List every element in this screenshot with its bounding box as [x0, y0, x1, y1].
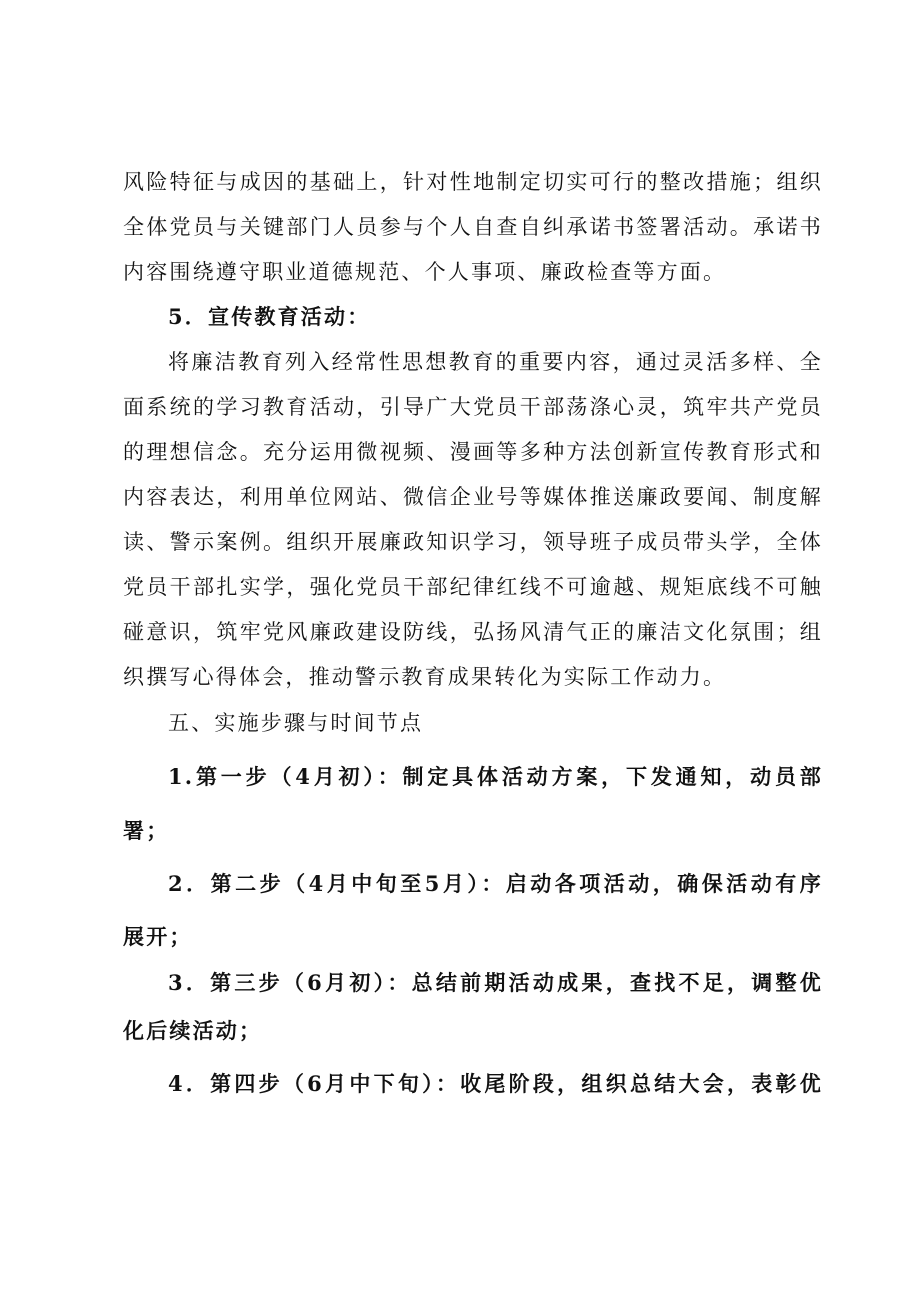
paragraph-line: 织撰写心得体会，推动警示教育成果转化为实际工作动力。	[123, 665, 727, 689]
section-5-heading: 五、实施步骤与时间节点	[168, 711, 424, 735]
paragraph-line: 内容围绕遵守职业道德规范、个人事项、廉政检查等方面。	[123, 260, 727, 284]
step-4-line: 4．第四步（6月中下旬）：收尾阶段，组织总结大会，表彰优	[168, 1071, 823, 1096]
paragraph-line: 党员干部扎实学，强化党员干部纪律红线不可逾越、规矩底线不可触	[123, 575, 823, 599]
paragraph-line: 内容表达，利用单位网站、微信企业号等媒体推送廉政要闻、制度解	[123, 485, 823, 509]
paragraph-line: 将廉洁教育列入经常性思想教育的重要内容，通过灵活多样、全	[168, 350, 823, 374]
paragraph-line: 碰意识，筑牢党风廉政建设防线，弘扬风清气正的廉洁文化氛围；组	[123, 620, 823, 644]
paragraph-line: 风险特征与成因的基础上，针对性地制定切实可行的整改措施；组织	[123, 170, 823, 194]
step-2-line: 展开；	[123, 924, 193, 949]
step-2-line: 2．第二步（4月中旬至5月）：启动各项活动，确保活动有序	[168, 871, 823, 896]
paragraph-line: 面系统的学习教育活动，引导广大党员干部荡涤心灵，筑牢共产党员	[123, 395, 823, 419]
step-1-line: 1.第一步（4月初）：制定具体活动方案，下发通知，动员部	[168, 764, 823, 789]
step-1-line: 署；	[123, 818, 170, 843]
paragraph-line: 的理想信念。充分运用微视频、漫画等多种方法创新宣传教育形式和	[123, 440, 823, 464]
step-3-line: 3．第三步（6月初）：总结前期活动成果，查找不足，调整优	[168, 970, 823, 995]
paragraph-line: 全体党员与关键部门人员参与个人自查自纠承诺书签署活动。承诺书	[123, 215, 823, 239]
paragraph-line: 读、警示案例。组织开展廉政知识学习，领导班子成员带头学，全体	[123, 530, 823, 554]
step-3-line: 化后续活动；	[123, 1018, 263, 1043]
item-5-heading: 5．宣传教育活动：	[168, 304, 371, 329]
